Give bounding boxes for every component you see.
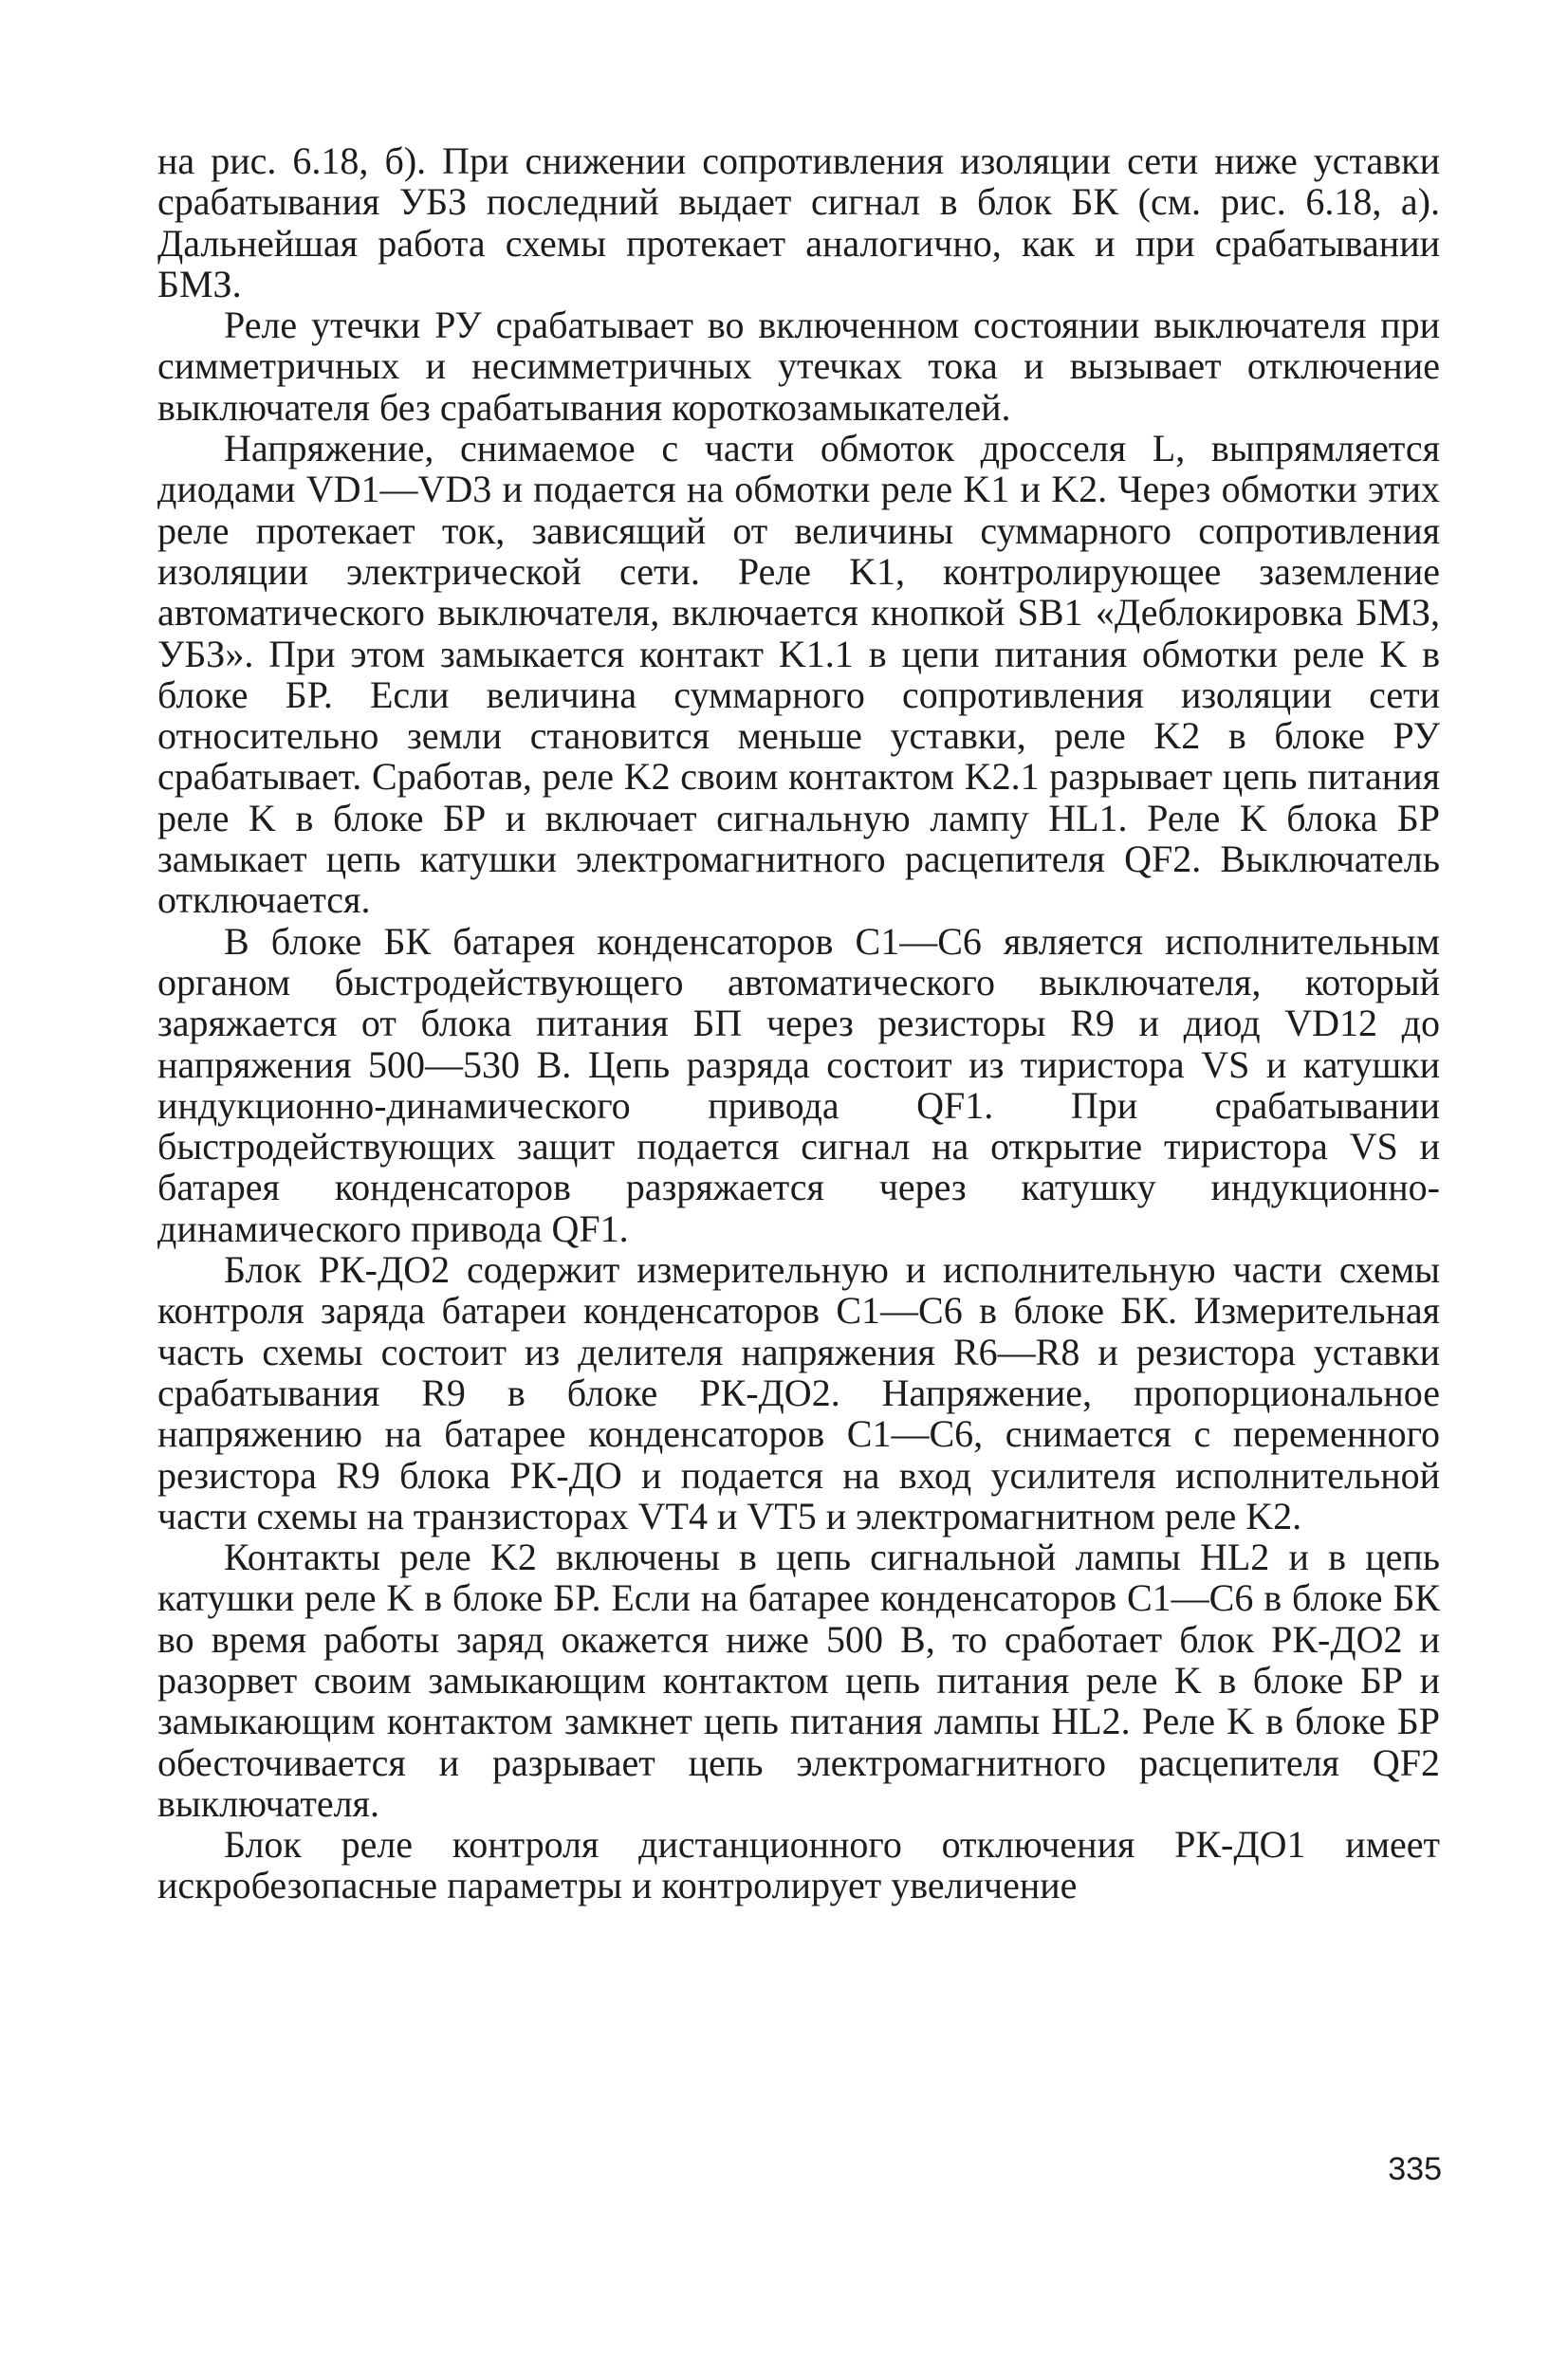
paragraph-2: Реле утечки РУ срабатывает во включенном состоянии выключателя при симметричных и несимметричных утечках тока и вызывает отключение выключателя без срабатывания короткозамыкателей.	[157, 304, 1440, 429]
paragraph-1: на рис. 6.18, б). При снижении сопротивления изоляции сети ниже уставки срабатывания УБЗ последний выдает сигнал в блок БК (см. рис. 6.18, а). Дальнейшая работа схемы протекает аналогично, как и при срабатывании БМЗ.	[157, 139, 1440, 305]
paragraph-6: Контакты реле K2 включены в цепь сигнальной лампы HL2 и в цепь катушки реле K в блоке БР. Если на батарее конденсаторов C1—C6 в блоке БК во время работы заряд окажется ниже 500 В, то сработает блок РК-ДО2 и разорвет своим замыкающим контактом цепь питания реле K в блоке БР и замыкающим контактом замкнет цепь питания лампы HL2. Реле K в блоке БР обесточивается и разрывает цепь электромагнитного расцепителя QF2 выключателя.	[157, 1536, 1440, 1825]
paragraph-3: Напряжение, снимаемое с части обмоток дросселя L, выпрямляется диодами VD1—VD3 и подается на обмотки реле K1 и K2. Через обмотки этих реле протекает ток, зависящий от величины суммарного сопротивления изоляции электрической сети. Реле K1, контролирующее заземление автоматического выключателя, включается кнопкой SB1 «Деблокировка БМЗ, УБЗ». При этом замыкается контакт K1.1 в цепи питания обмотки реле K в блоке БР. Если величина суммарного сопротивления изоляции сети относительно земли становится меньше уставки, реле K2 в блоке РУ срабатывает. Сработав, реле K2 своим контактом K2.1 разрывает цепь питания реле K в блоке БР и включает сигнальную лампу HL1. Реле K блока БР замыкает цепь катушки электромагнитного расцепителя QF2. Выключатель отключается.	[157, 427, 1440, 922]
paragraph-5: Блок РК-ДО2 содержит измерительную и исполнительную части схемы контроля заряда батареи конденсаторов C1—C6 в блоке БК. Измерительная часть схемы состоит из делителя напряжения R6—R8 и резистора уставки срабатывания R9 в блоке РК-ДО2. Напряжение, пропорциональное напряжению на батарее конденсаторов C1—C6, снимается с переменного резистора R9 блока РК-ДО и подается на вход усилителя исполнительной части схемы на транзисторах VT4 и VT5 и электромагнитном реле K2.	[157, 1248, 1440, 1537]
page-number: 335	[1388, 2151, 1442, 2187]
paragraph-7: Блок реле контроля дистанционного отключения РК-ДО1 имеет искробезопасные параметры и контролирует увеличение	[157, 1823, 1440, 1907]
paragraph-4: В блоке БК батарея конденсаторов C1—C6 является исполнительным органом быстродействующего автоматического выключателя, который заряжается от блока питания БП через резисторы R9 и диод VD12 до напряжения 500—530 В. Цепь разряда состоит из тиристора VS и катушки индукционно-динамического привода QF1. При срабатывании быстродействующих защит подается сигнал на открытие тиристора VS и батарея конденсаторов разряжается через катушку индукционно-динамического привода QF1.	[157, 919, 1440, 1250]
page-body	[157, 140, 1440, 1906]
